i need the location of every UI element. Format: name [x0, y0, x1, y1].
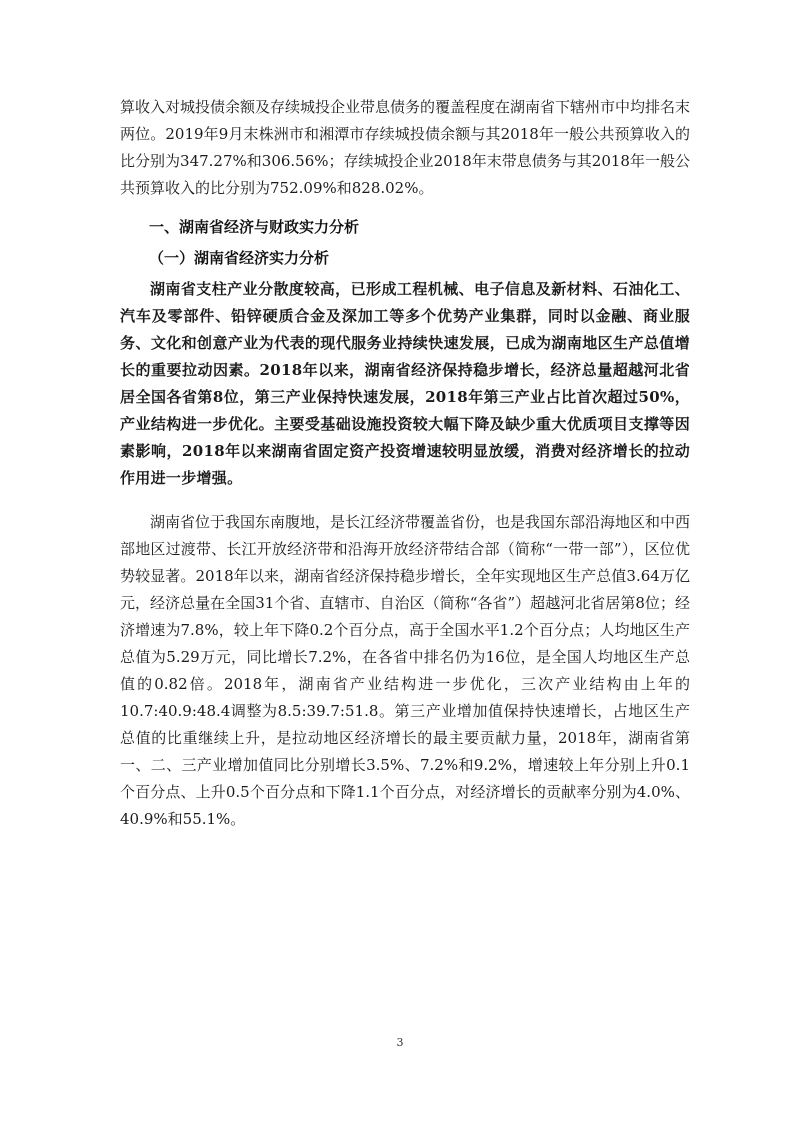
section-heading: 一、湖南省经济与财政实力分析 [149, 218, 360, 236]
page-number: 3 [396, 1036, 404, 1049]
summary-paragraph: 湖南省支柱产业分散度较高，已形成工程机械、电子信息及新材料、石油化工、汽车及零部件、铅锌硬质合金及深加工等多个优势产业集群，同时以金融、商业服务、文化和创意产业为代表的现代服务业持续快速发展，已成为湖南地区生产总值增长的重要拉动因素。2018年以来，湖南省经济保持稳步增长，经济总量超越河北省居全国各省第8位，第三产业保持快速发展，2018年第三产业占比首次超过50%，产业结构进一步优化。主要受基础设施投资较大幅下降及缺少重大优质项目支撑等因素影响，2018年以来湖南省固定资产投资增速较明显放缓，消费对经济增长的拉动作用进一步增强。 [120, 280, 690, 487]
intro-paragraph: 算收入对城投债余额及存续城投企业带息债务的覆盖程度在湖南省下辖州市中均排名末两位。2019年9月末株洲市和湘潭市存续城投债余额与其2018年一般公共预算收入的比分别为347.27%和306.56%；存续城投企业2018年末带息债务与其2018年一般公共预算收入的比分别为752.09%和828.02%。 [120, 98, 691, 197]
body-paragraph: 湖南省位于我国东南腹地，是长江经济带覆盖省份，也是我国东部沿海地区和中西部地区过渡带、长江开放经济带和沿海开放经济带结合部（简称“一带一部”），区位优势较显著。2018年以来，湖南省经济保持稳步增长，全年实现地区生产总值3.64万亿元，经济总量在全国31个省、直辖市、自治区（简称“各省”）超越河北省居第8位；经济增速为7.8%，较上年下降0.2个百分点，高于全国水平1.2个百分点；人均地区生产总值为5.29万元，同比增长7.2%，在各省中排名仍为16位，是全国人均地区生产总值的0.82倍。2018年，湖南省产业结构进一步优化，三次产业结构由上年的10.7:40.9:48.4调整为8.5:39.7:51.8。第三产业增加值保持快速增长，占地区生产总值的比重继续上升，是拉动地区经济增长的最主要贡献力量，2018年，湖南省第一、二、三产业增加值同比分别增长3.5%、7.2%和9.2%，增速较上年分别上升0.1个百分点、上升0.5个百分点和下降1.1个百分点，对经济增长的贡献率分别为4.0%、40.9%和55.1%。 [120, 513, 691, 828]
subsection-heading: （一）湖南省经济实力分析 [149, 249, 330, 267]
